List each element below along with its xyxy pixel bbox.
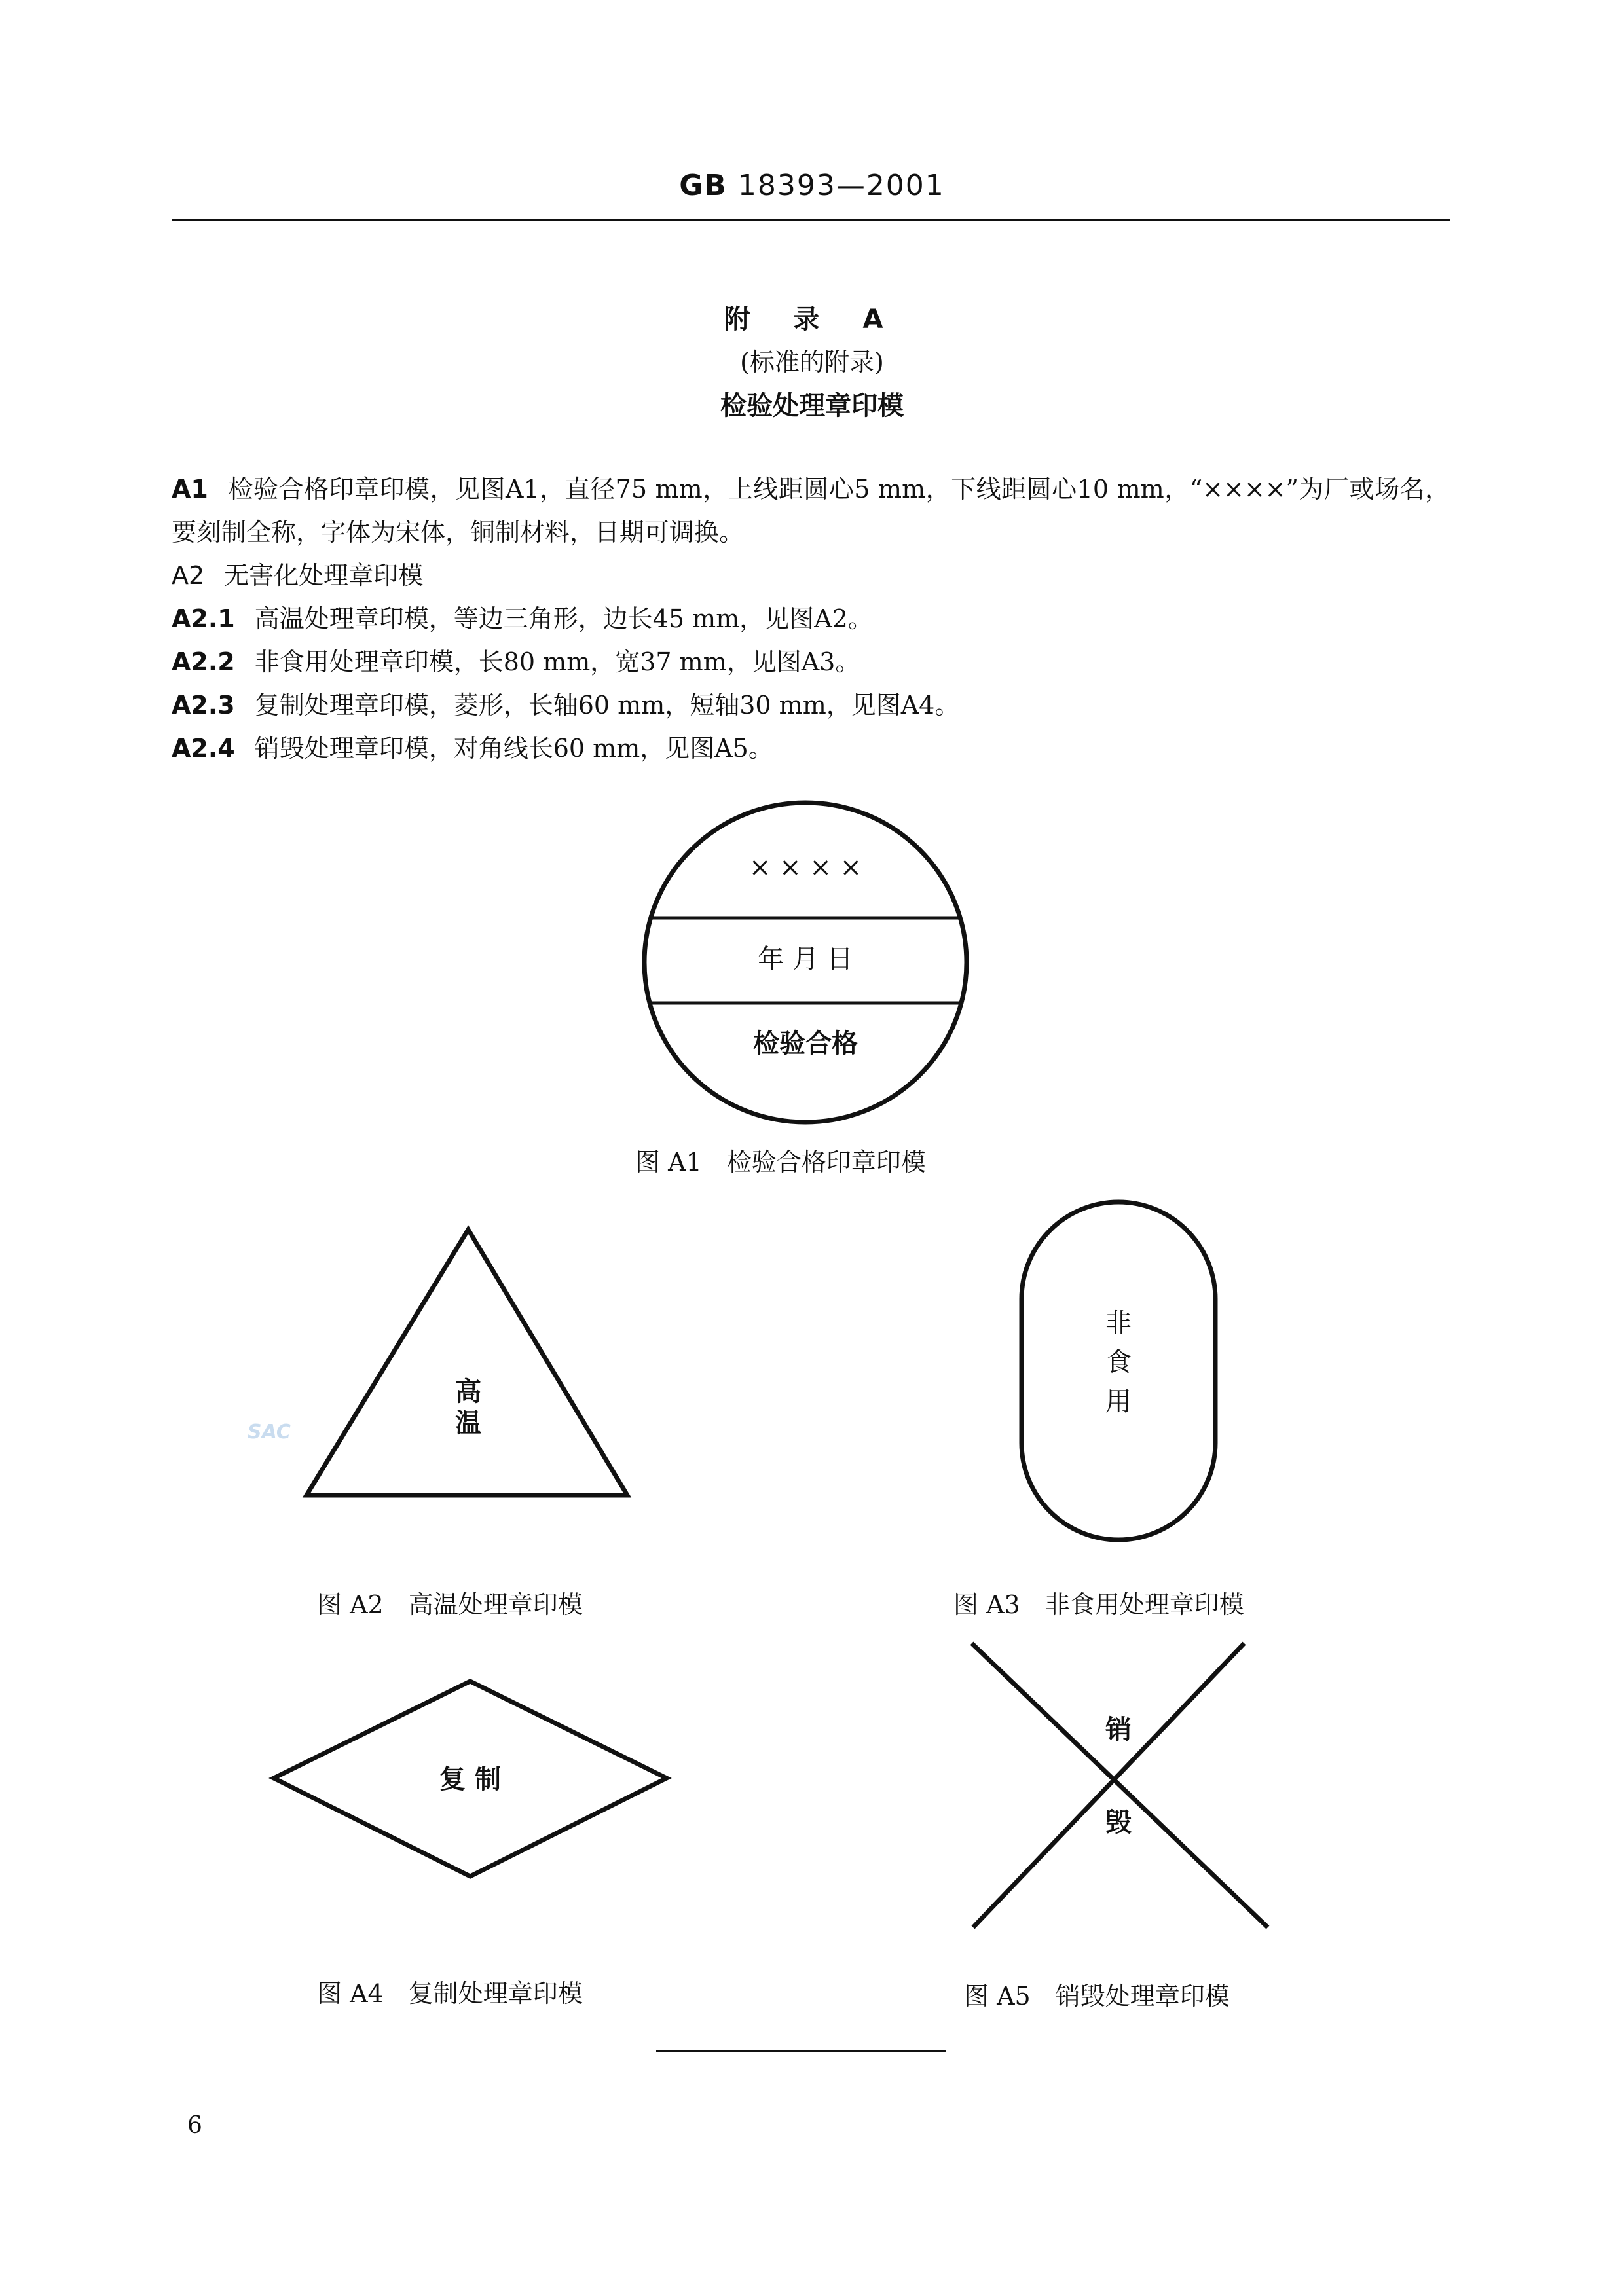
stamp-copy-text: 复 制 (439, 1764, 501, 1795)
figure-a3-caption: 图 A3 非食用处理章印模 (953, 1590, 1244, 1619)
clause-a2-1 (172, 597, 1450, 640)
clause-number: A2 (172, 561, 205, 590)
standard-code (0, 169, 1624, 202)
appendix-title: 附 录 A (724, 304, 900, 335)
standard-prefix: GB (679, 169, 728, 202)
clause-number: A2.1 (172, 604, 235, 633)
figure-a3-capsule-stamp (1008, 1192, 1231, 1552)
figure-a5-cross-stamp (963, 1637, 1277, 1938)
figure-a4-rhombus-stamp (262, 1669, 681, 1892)
figure-a2-triangle-stamp (295, 1218, 648, 1512)
clause-text: 检验合格印章印模，见图A1，直径75 mm，上线距圆心5 mm，下线距圆心10 mm，“××××”为厂或场名，要刻制全称，字体为宋体，铜制材料，日期可调换。 (172, 475, 1450, 547)
figure-a1-caption: 图 A1 检验合格印章印模 (635, 1148, 926, 1176)
appendix-heading: 检验处理章印模 (720, 391, 904, 421)
clause-a2-3 (172, 683, 1450, 727)
clause-text: 复制处理章印模，菱形，长轴60 mm，短轴30 mm，见图A4。 (254, 691, 960, 720)
figure-a5-caption: 图 A5 销毁处理章印模 (964, 1982, 1230, 2011)
clause-a2-4 (172, 727, 1450, 770)
stamp-factory-placeholder: × × × × (748, 852, 862, 883)
figure-a2-caption: 图 A2 高温处理章印模 (317, 1590, 583, 1619)
clause-number: A2.4 (172, 734, 235, 763)
appendix-subtitle: (标准的附录) (740, 348, 884, 376)
stamp-char: 毁 (1105, 1808, 1132, 1838)
stamp-char: 非 (1105, 1308, 1132, 1338)
stamp-date: 年 月 日 (758, 944, 853, 974)
clause-number: A1 (172, 475, 208, 503)
page-number: 6 (187, 2112, 202, 2139)
clause-a1 (172, 467, 1450, 554)
stamp-char: 销 (1105, 1715, 1132, 1745)
stamp-char: 食 (1105, 1347, 1132, 1377)
stamp-inspected-text: 检验合格 (753, 1029, 858, 1059)
figure-a1-circle-stamp (629, 792, 982, 1133)
clause-number: A2.3 (172, 691, 235, 720)
clause-a2-2 (172, 640, 1450, 683)
standard-number: 18393—2001 (737, 169, 945, 202)
end-rule (656, 2050, 946, 2052)
stamp-char: 用 (1105, 1387, 1132, 1417)
stamp-char: 温 (455, 1408, 481, 1438)
clause-text: 高温处理章印模，等边三角形，边长45 mm，见图A2。 (254, 604, 873, 633)
clause-number: A2.2 (172, 647, 235, 676)
stamp-char: 高 (455, 1377, 481, 1407)
figure-a4-caption: 图 A4 复制处理章印模 (317, 1979, 583, 2008)
header-divider (172, 219, 1450, 221)
clause-text: 非食用处理章印模，长80 mm，宽37 mm，见图A3。 (254, 647, 860, 676)
clause-text: 无害化处理章印模 (224, 561, 424, 590)
clause-text: 销毁处理章印模，对角线长60 mm，见图A5。 (254, 734, 773, 763)
clause-a2 (172, 554, 1450, 597)
watermark-logo: SAC (248, 1421, 291, 1444)
